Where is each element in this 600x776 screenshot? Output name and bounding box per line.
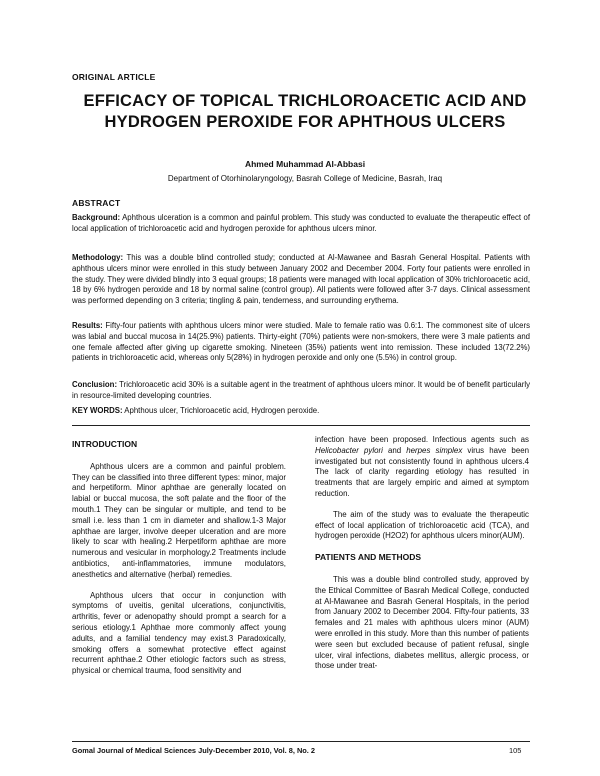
page-number: 105 (509, 746, 522, 755)
conclusion-text: Trichloroacetic acid 30% is a suitable agent in the treatment of aphthous ulcers minor. It would be of benefit particularly in resource-limited developing countries. (72, 380, 530, 400)
intro-paragraph-3: infection have been proposed. Infectious agents such as Helicobacter pylori and herpes simplex virus have been investigated but not consistently found in aphthous ulcers.4 The lack of clarity regarding etiology has resulted in treatments that are largely empiric and aimed at symptom reduction. (315, 435, 529, 498)
abstract-heading: ABSTRACT (72, 198, 121, 208)
abstract-methodology (72, 253, 530, 307)
footer-divider (72, 741, 530, 742)
right-column (315, 435, 529, 682)
keywords (72, 406, 530, 417)
intro-paragraph-2: Aphthous ulcers that occur in conjunction with symptoms of uveitis, genital ulcerations, conjunctivitis, arthritis, fever or adenopathy should prompt a search for a serious etiology.1 Aphthae more commonly affect young adults, and a familial tendency may exist.3 Paradoxically, smoking offers a somewhat protective effect against recurrent aphthae.2 Other etiologic factors such as stress, physical or chemical trauma, food sensitivity and (72, 590, 286, 676)
journal-footer: Gomal Journal of Medical Sciences July-December 2010, Vol. 8, No. 2 (72, 746, 316, 755)
pathogen-name-1: Helicobacter pylori (315, 445, 383, 455)
abstract-background (72, 213, 530, 235)
results-label: Results: (72, 321, 103, 330)
left-column (72, 433, 286, 687)
methodology-text: This was a double blind controlled study; conducted at Al-Mawanee and Basrah General Hospital. Patients with aphthous ulcers minor were enrolled in this study between January 2002 and December 2004. Forty four patients were enrolled in the study. They were divided blindly into 3 equal groups; 18 patients were managed with local application of 30% trichloroacetic acid, 18 by 6% hydrogen peroxide and 18 by normal saline (control group). All patients were followed after 3-7 days. Clinical assessment was performed depending on 3 criteria; tingling & pain, tenderness, and surrounding erythema. (72, 253, 530, 306)
methodology-label: Methodology: (72, 253, 124, 262)
background-text: Aphthous ulceration is a common and painful problem. This study was conducted to evaluate the therapeutic effect of local application of trichloroacetic acid and hydrogen peroxide for aphthous ulcers minor. (72, 213, 530, 233)
keywords-text: Aphthous ulcer, Trichloroacetic acid, Hydrogen peroxide. (122, 406, 320, 415)
intro-heading: INTRODUCTION (72, 439, 138, 449)
conclusion-label: Conclusion: (72, 380, 118, 389)
section-label: ORIGINAL ARTICLE (72, 72, 156, 82)
methods-paragraph: This was a double blind controlled study, approved by the Ethical Committee of Basrah Medical College, conducted at Al-Mawanee and Basrah General Hospitals, in the period from January 2002 to December 2004. Fifty-four patients, 33 females and 21 males with aphthous ulcers minor (AUM) were enrolled in this study. More than this number of patients were seen but excluded because of patient refusal, single ulcer, viral infections, diabetes mellitus, allergic process, or those under treat- (315, 574, 529, 671)
results-text: Fifty-four patients with aphthous ulcers minor were studied. Male to female ratio was 0.6:1. The commonest site of ulcers was labial and buccal mucosa in 14(25.9%) patients. Thirty-eight (70%) patients were non-smokers, there were 3 male patients and one female affected after giving up cigarette smoking. Nineteen (35%) patients went into remission. These included 13(72.2%) patients in trichloroacetic acid, whereas only 5(28%) in hydrogen peroxide and only one (5.5%) in control group. (72, 321, 530, 363)
background-label: Background: (72, 213, 121, 222)
aim-paragraph: The aim of the study was to evaluate the therapeutic effect of local application of trichloroacetic acid (TCA), and hydrogen peroxide (H2O2) for aphthous ulcers minor(AUM). (315, 509, 529, 541)
keywords-label: KEY WORDS: (72, 406, 123, 415)
pathogen-name-2: herpes simplex (406, 445, 463, 455)
intro-paragraph-1: Aphthous ulcers are a common and painful problem. They can be classified into three different types: minor, major and herpetiform. Minor aphthae are generally located on labial or buccal mucosa, the soft palate and the floor of the mouth.1 They can be singular or multiple, and tend to be small i.e. less than 1 cm in diameter and shallow.1-3 Major aphthae are larger, involve deeper ulceration and are more likely to scar with healing.2 Herpetiform aphthae are more numerous and vesicular in morphology.2 Treatments include antibiotics, anti-inflammatories, immune modulators, anesthetics and alternative (herbal) remedies. (72, 461, 286, 579)
abstract-conclusion (72, 380, 530, 402)
article-title: EFFICACY OF TOPICAL TRICHLOROACETIC ACID AND HYDROGEN PEROXIDE FOR APHTHOUS ULCERS (83, 92, 527, 131)
methods-heading: PATIENTS AND METHODS (315, 552, 422, 563)
affiliation: Department of Otorhinolaryngology, Basrah College of Medicine, Basrah, Iraq (167, 174, 443, 183)
abstract-results (72, 321, 530, 364)
abstract-divider (72, 425, 530, 426)
author-name: Ahmed Muhammad Al-Abbasi (244, 159, 366, 169)
